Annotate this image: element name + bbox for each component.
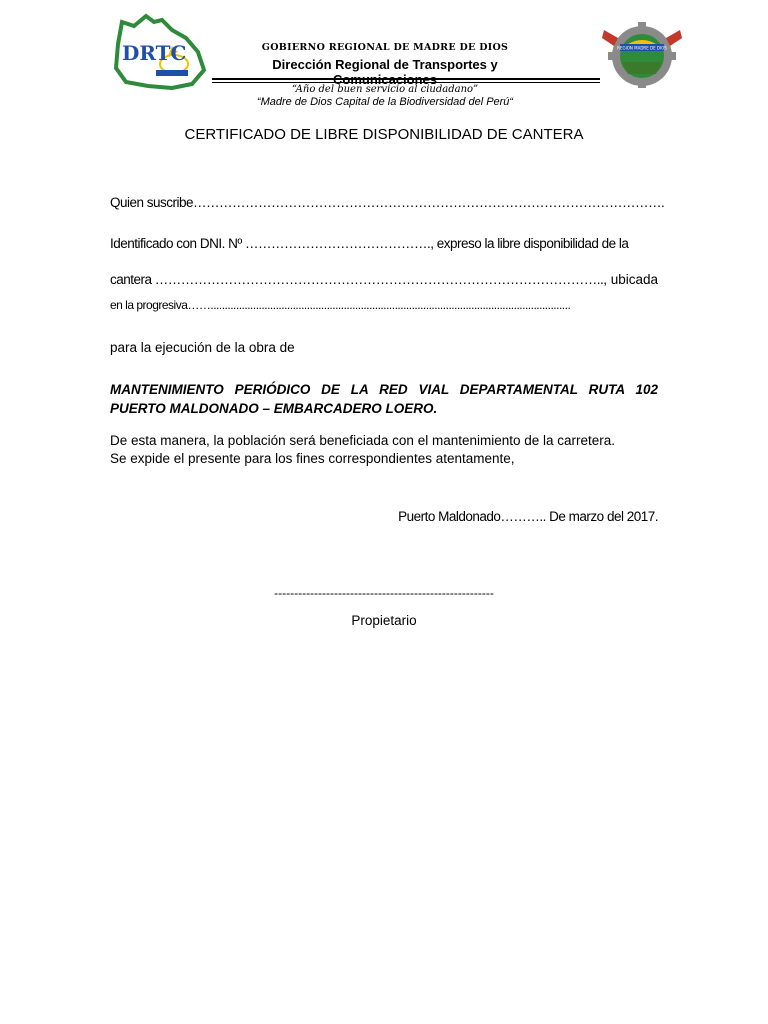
drtc-logo-text: DRTC	[122, 41, 187, 65]
progresiva-line: en la progresiva……...............................................................................................................................	[110, 298, 571, 312]
cantera-line-left: cantera …………………………………………………………………………………………..,	[110, 272, 607, 287]
project-name: MANTENIMIENTO PERIÓDICO DE LA RED VIAL DEPARTAMENTAL RUTA 102 PUERTO MALDONADO – EMBARCADERO LOERO.	[110, 382, 658, 416]
slogan-year: “Año del buen servicio al ciudadano”	[291, 84, 479, 95]
document-title: CERTIFICADO DE LIBRE DISPONIBILIDAD DE CANTERA	[184, 126, 584, 143]
regional-seal-logo	[596, 16, 688, 88]
signer-role: Propietario	[351, 613, 417, 628]
cantera-line	[110, 272, 658, 287]
signer-name-line: Quien suscribe……………………………………………………………………………………………….	[110, 195, 665, 210]
benefit-statement: De esta manera, la población será beneficiada con el mantenimiento de la carretera.	[110, 433, 616, 448]
drtc-logo	[112, 12, 210, 90]
cantera-line-right: ubicada	[610, 272, 658, 287]
issued-statement: Se expide el presente para los fines correspondientes atentamente,	[110, 451, 515, 466]
government-name: GOBIERNO REGIONAL DE MADRE DE DIOS	[261, 42, 509, 53]
slogan-region: “Madre de Dios Capital de la Biodiversidad del Perú“	[256, 96, 514, 108]
signature-line: -------------------------------------------------------	[274, 586, 494, 600]
dni-line: Identificado con DNI. Nº ……………………………………., expreso la libre disponibilidad de la	[110, 236, 629, 251]
header-rule-thin	[212, 82, 600, 83]
drtc-logo-subtext: MADRE DE DIOS	[158, 76, 191, 81]
obra-intro: para la ejecución de la obra de	[110, 340, 295, 355]
place-date: Puerto Maldonado……….. De marzo del 2017.	[398, 509, 658, 524]
header-rule-thick	[212, 78, 600, 80]
seal-logo-text: REGION MADRE DE DIOS	[617, 45, 667, 51]
directorate-name: Dirección Regional de Transportes y Comunicaciones	[272, 57, 498, 87]
